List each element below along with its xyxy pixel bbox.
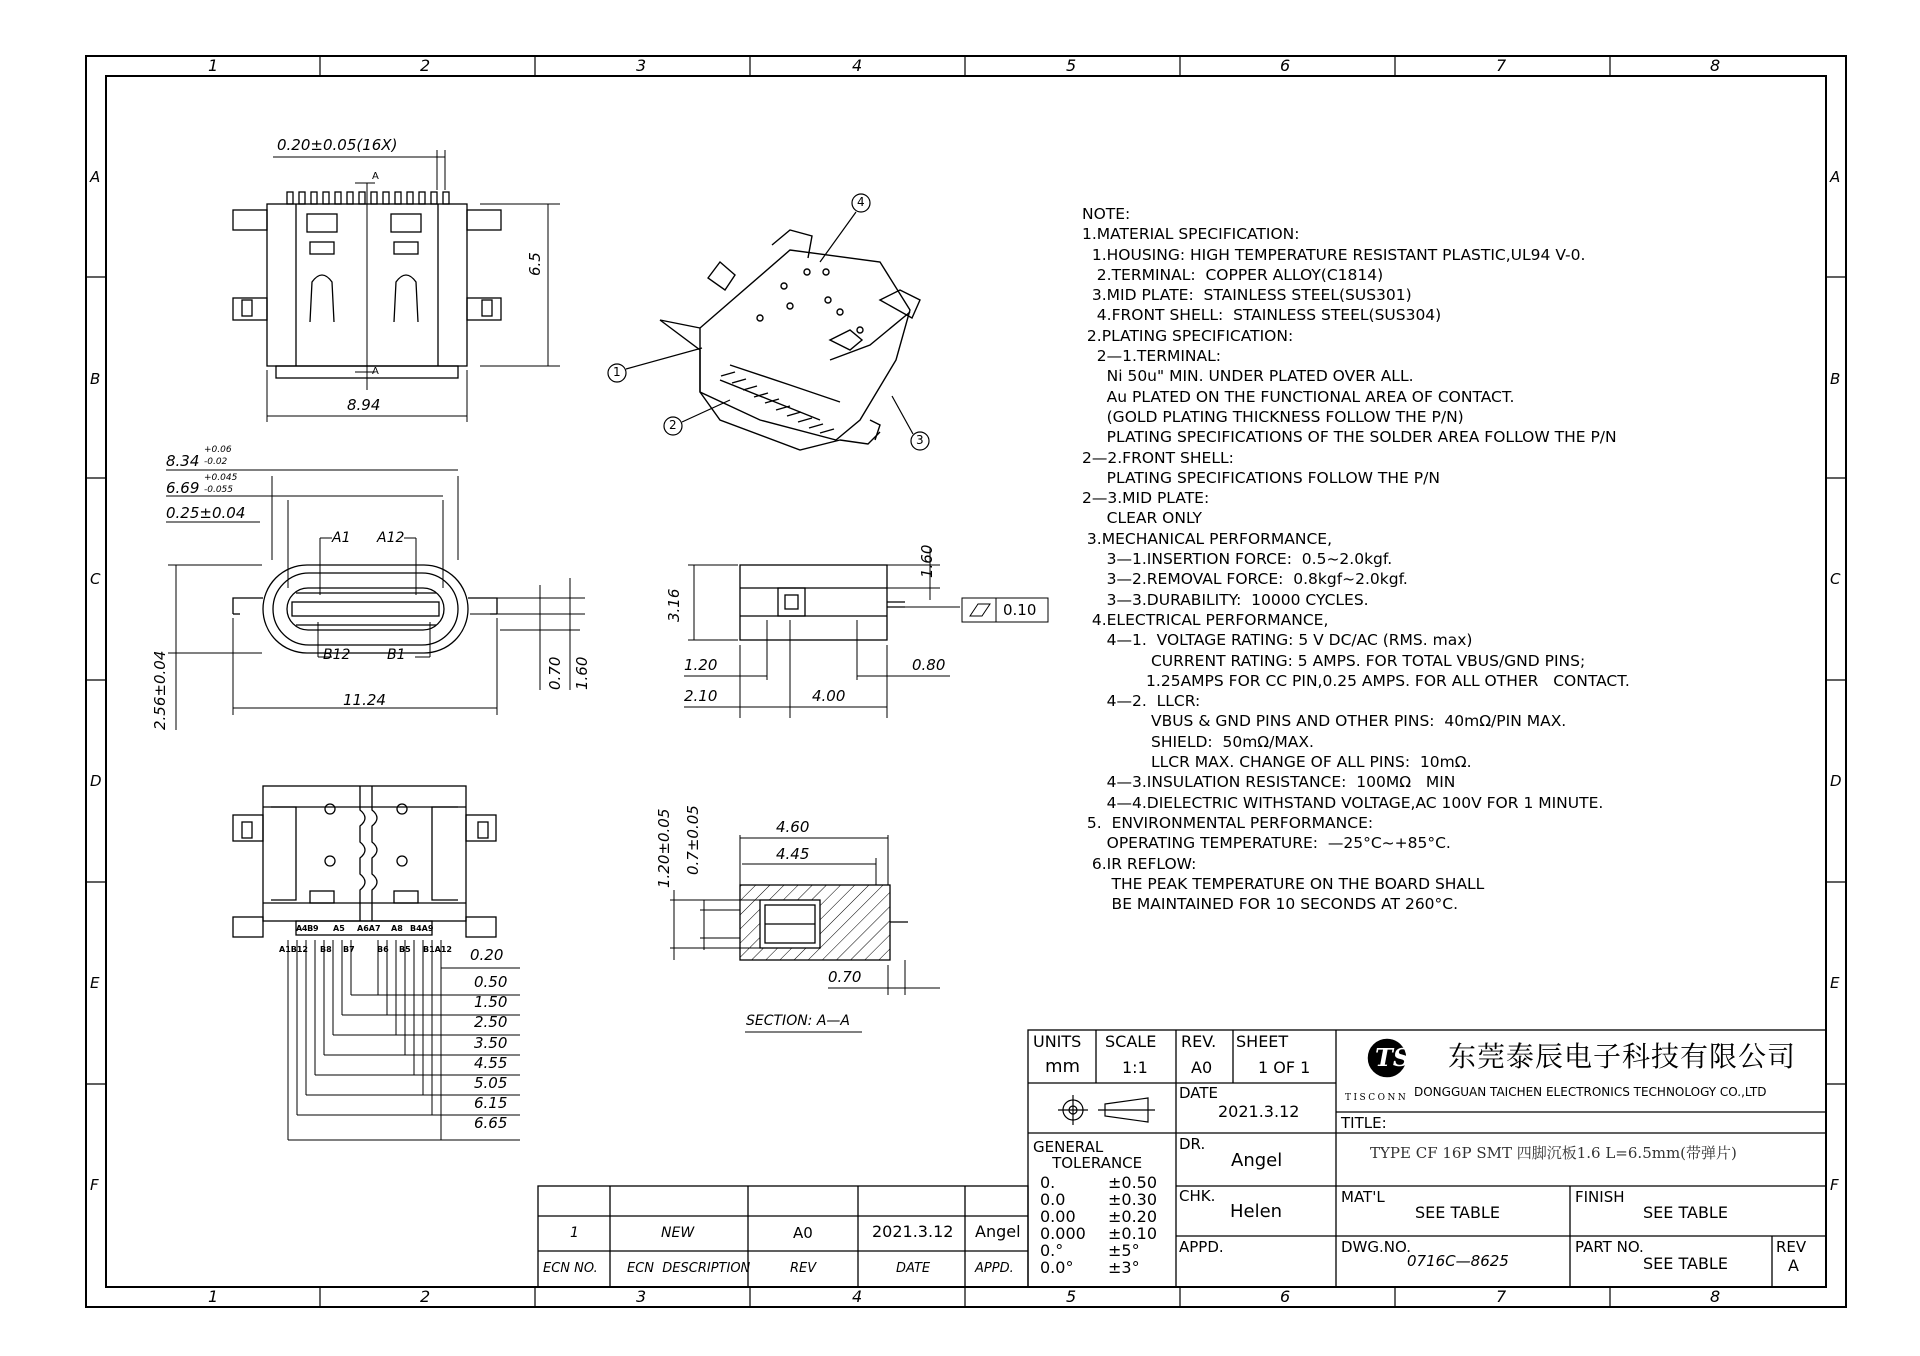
tolerance-row xyxy=(1040,1259,1170,1276)
zone-label-top-7: 7 xyxy=(1496,56,1507,75)
zone-label-bottom-3: 3 xyxy=(636,1287,647,1306)
revision-table-lines xyxy=(538,1186,1028,1287)
pin-group-b6: B6 xyxy=(377,945,389,954)
zone-label-left-c: C xyxy=(90,570,101,588)
pin-group-a6a7: A6A7 xyxy=(357,924,381,933)
zone-label-left-d: D xyxy=(90,772,102,790)
note-line: BE MAINTAINED FOR 10 SECONDS AT 260°C. xyxy=(1082,895,1459,914)
specification-notes xyxy=(1082,204,1630,914)
dim-6-15: 6.15 xyxy=(474,1094,508,1112)
title-value: TYPE CF 16P SMT 四脚沉板1.6 L=6.5mm(带弹片) xyxy=(1370,1144,1737,1162)
tolerance-table xyxy=(1040,1174,1170,1276)
dim-height: 6.5 xyxy=(526,252,544,276)
zone-label-top-2: 2 xyxy=(420,56,431,75)
dwg-value: 0716C—8625 xyxy=(1407,1252,1509,1270)
tolerance-key: 0.0 xyxy=(1040,1190,1066,1209)
section-label: SECTION: A—A xyxy=(746,1013,851,1029)
dim-0-80: 0.80 xyxy=(912,656,946,674)
rev-row-rev: A0 xyxy=(793,1224,813,1242)
pin-group-a5: A5 xyxy=(333,924,345,933)
finish-label: FINISH xyxy=(1575,1188,1625,1206)
rev-value: A0 xyxy=(1191,1058,1213,1077)
tolerance-value: ±0.10 xyxy=(1108,1224,1158,1243)
zone-label-bottom-5: 5 xyxy=(1066,1287,1077,1306)
balloon-1: 1 xyxy=(613,365,621,379)
zone-label-bottom-1: 1 xyxy=(208,1287,219,1306)
note-line: 6.IR REFLOW: xyxy=(1082,854,1197,873)
dim-6-65: 6.65 xyxy=(474,1114,508,1132)
matl-label: MAT'L xyxy=(1341,1188,1385,1206)
tolerance-key: 0. xyxy=(1040,1173,1056,1192)
dim-11-24: 11.24 xyxy=(343,691,386,709)
balloon-2: 2 xyxy=(669,418,677,432)
company-logo xyxy=(1369,1040,1410,1076)
note-line: 4—3.INSULATION RESISTANCE: 100MΩ MIN xyxy=(1082,773,1456,792)
rev2-label: REV xyxy=(1776,1238,1807,1256)
bottom-view xyxy=(233,786,496,937)
dim-0-25: 0.25±0.04 xyxy=(166,504,246,522)
top-view-pins xyxy=(287,192,449,204)
tolerance-value: ±3° xyxy=(1108,1258,1140,1277)
company-name-en: DONGGUAN TAICHEN ELECTRONICS TECHNOLOGY CO.,LTD xyxy=(1414,1085,1767,1099)
rev-row-date: 2021.3.12 xyxy=(872,1222,954,1241)
tolerance-key: 0.° xyxy=(1040,1241,1064,1260)
projection-symbol xyxy=(1058,1095,1155,1125)
pin-label-a1: A1 xyxy=(332,530,351,546)
dim-0-70-section: 0.70 xyxy=(828,968,862,986)
section-view xyxy=(740,885,908,960)
sheet-value: 1 OF 1 xyxy=(1258,1058,1311,1077)
dim-4-00: 4.00 xyxy=(812,687,846,705)
note-line: 4—4.DIELECTRIC WITHSTAND VOLTAGE,AC 100V FOR 1 MINUTE. xyxy=(1082,793,1604,812)
tolerance-value: ±0.20 xyxy=(1108,1207,1158,1226)
dim-8-34-tol-up: +0.06 xyxy=(204,445,232,455)
dr-value: Angel xyxy=(1231,1150,1283,1171)
dim-0-50: 0.50 xyxy=(474,973,508,991)
zone-label-right-f: F xyxy=(1830,1176,1839,1194)
rev-row-description: NEW xyxy=(661,1225,695,1241)
dr-label: DR. xyxy=(1179,1135,1206,1153)
note-line: 1.HOUSING: HIGH TEMPERATURE RESISTANT PLASTIC,UL94 V-0. xyxy=(1082,245,1586,264)
rev-label: REV. xyxy=(1181,1032,1217,1051)
note-line: NOTE: xyxy=(1082,205,1131,223)
part-label: PART NO. xyxy=(1575,1238,1644,1256)
matl-value: SEE TABLE xyxy=(1415,1203,1500,1222)
dim-8-34-tol-dn: -0.02 xyxy=(204,457,228,467)
dim-1-60: 1.60 xyxy=(573,656,591,690)
tolerance-key: 0.0° xyxy=(1040,1258,1074,1277)
pin-group-a4b9: A4B9 xyxy=(296,924,319,933)
flatness-value: 0.10 xyxy=(1003,601,1037,619)
svg-text:TS: TS xyxy=(1375,1043,1411,1072)
dim-6-69-tol-dn: -0.055 xyxy=(204,485,234,495)
note-line: 4—2. LLCR: xyxy=(1082,692,1201,711)
pin-label-b1: B1 xyxy=(387,647,406,663)
note-line: VBUS & GND PINS AND OTHER PINS: 40mΩ/PIN MAX. xyxy=(1082,712,1567,731)
note-line: 1.25AMPS FOR CC PIN,0.25 AMPS. FOR ALL OTHER CONTACT. xyxy=(1082,671,1630,690)
note-line: 2—2.FRONT SHELL: xyxy=(1082,448,1234,467)
tolerance-key: 0.000 xyxy=(1040,1224,1086,1243)
note-line: LLCR MAX. CHANGE OF ALL PINS: 10mΩ. xyxy=(1082,753,1472,772)
note-line: PLATING SPECIFICATIONS FOLLOW THE P/N xyxy=(1082,468,1440,487)
general-tolerance-label: GENERAL TOLERANCE xyxy=(1033,1138,1143,1172)
note-line: PLATING SPECIFICATIONS OF THE SOLDER AREA FOLLOW THE P/N xyxy=(1082,428,1617,447)
zone-label-left-e: E xyxy=(90,974,100,992)
dim-0-70: 0.70 xyxy=(546,656,564,690)
dim-2-56: 2.56±0.04 xyxy=(151,650,169,730)
tolerance-row xyxy=(1040,1174,1170,1191)
balloon-3: 3 xyxy=(916,433,924,447)
pin-group-a8: A8 xyxy=(391,924,403,933)
tolerance-row xyxy=(1040,1191,1170,1208)
zone-label-right-e: E xyxy=(1830,974,1840,992)
pin-group-b5: B5 xyxy=(399,945,411,954)
note-line: SHIELD: 50mΩ/MAX. xyxy=(1082,732,1314,751)
tolerance-value: ±0.50 xyxy=(1108,1173,1158,1192)
sheet-label: SHEET xyxy=(1236,1032,1289,1051)
zone-label-right-b: B xyxy=(1830,370,1841,388)
tolerance-key: 0.00 xyxy=(1040,1207,1076,1226)
dim-1-60-side: 1.60 xyxy=(918,544,936,578)
iso-view xyxy=(660,230,920,450)
note-line: (GOLD PLATING THICKNESS FOLLOW THE P/N) xyxy=(1082,407,1464,426)
dim-4-55: 4.55 xyxy=(474,1054,508,1072)
dwg-label: DWG.NO. xyxy=(1341,1238,1411,1256)
dim-0-7-section: 0.7±0.05 xyxy=(684,805,702,875)
scale-value: 1:1 xyxy=(1122,1058,1148,1077)
rev-header-description: ECN DESCRIPTION xyxy=(627,1261,751,1276)
note-line: 2.TERMINAL: COPPER ALLOY(C1814) xyxy=(1082,265,1384,284)
dim-4-60: 4.60 xyxy=(776,818,810,836)
tolerance-row xyxy=(1040,1225,1170,1242)
pin-label-a12: A12 xyxy=(377,530,405,546)
zone-label-top-8: 8 xyxy=(1710,56,1721,75)
rev-row-appd: Angel xyxy=(975,1222,1021,1241)
zone-label-top-5: 5 xyxy=(1066,56,1077,75)
note-line: 4.ELECTRICAL PERFORMANCE, xyxy=(1082,610,1329,629)
rev2-value: A xyxy=(1788,1256,1799,1275)
note-line: CLEAR ONLY xyxy=(1082,509,1203,528)
dim-6-69-tol-up: +0.045 xyxy=(204,473,238,483)
note-line: 5. ENVIRONMENTAL PERFORMANCE: xyxy=(1082,813,1374,832)
tolerance-value: ±5° xyxy=(1108,1241,1140,1260)
dim-8-34: 8.34 xyxy=(166,452,200,470)
date-value: 2021.3.12 xyxy=(1218,1102,1300,1121)
zone-label-bottom-8: 8 xyxy=(1710,1287,1721,1306)
note-line: 3—2.REMOVAL FORCE: 0.8kgf~2.0kgf. xyxy=(1082,570,1408,589)
note-line: Au PLATED ON THE FUNCTIONAL AREA OF CONTACT. xyxy=(1082,387,1515,406)
dim-1-20: 1.20 xyxy=(684,656,718,674)
front-view xyxy=(233,565,497,653)
zone-label-top-4: 4 xyxy=(852,56,863,75)
zone-label-bottom-6: 6 xyxy=(1280,1287,1291,1306)
note-line: 2—1.TERMINAL: xyxy=(1082,347,1221,366)
rev-row-ecn: 1 xyxy=(570,1225,579,1241)
units-label: UNITS xyxy=(1033,1032,1082,1051)
note-line: 2.PLATING SPECIFICATION: xyxy=(1082,326,1294,345)
part-value: SEE TABLE xyxy=(1643,1254,1728,1273)
rev-header-appd: APPD. xyxy=(975,1261,1014,1276)
balloon-4: 4 xyxy=(857,195,865,209)
dim-3-50: 3.50 xyxy=(474,1034,508,1052)
zone-label-top-3: 3 xyxy=(636,56,647,75)
side-view-dims xyxy=(684,548,1048,718)
tolerance-row xyxy=(1040,1208,1170,1225)
note-line: 4—1. VOLTAGE RATING: 5 V DC/AC (RMS. max) xyxy=(1082,631,1473,650)
pin-group-b4a9: B4A9 xyxy=(410,924,434,933)
tolerance-row xyxy=(1040,1242,1170,1259)
pin-group-b8: B8 xyxy=(320,945,332,954)
units-value: mm xyxy=(1045,1056,1081,1077)
zone-label-right-a: A xyxy=(1830,168,1841,186)
scale-label: SCALE xyxy=(1105,1032,1157,1051)
section-mark-top: A xyxy=(372,171,379,182)
note-line: OPERATING TEMPERATURE: —25°C~+85°C. xyxy=(1082,834,1451,853)
dim-2-10: 2.10 xyxy=(684,687,718,705)
finish-value: SEE TABLE xyxy=(1643,1203,1728,1222)
zone-label-left-f: F xyxy=(90,1176,99,1194)
dim-2-50: 2.50 xyxy=(474,1013,508,1031)
note-line: Ni 50u" MIN. UNDER PLATED OVER ALL. xyxy=(1082,367,1414,386)
note-line: 1.MATERIAL SPECIFICATION: xyxy=(1082,225,1300,244)
zone-label-top-1: 1 xyxy=(208,56,219,75)
logo-wordmark: TISCONN xyxy=(1345,1093,1409,1103)
pin-group-b1a12: B1A12 xyxy=(423,945,452,954)
dim-pin-width: 0.20±0.05(16X) xyxy=(277,136,398,154)
zone-label-left-a: A xyxy=(90,168,101,186)
dim-1-50: 1.50 xyxy=(474,993,508,1011)
zone-label-left-b: B xyxy=(90,370,101,388)
zone-label-bottom-4: 4 xyxy=(852,1287,863,1306)
note-line: THE PEAK TEMPERATURE ON THE BOARD SHALL xyxy=(1082,874,1485,893)
tolerance-value: ±0.30 xyxy=(1108,1190,1158,1209)
zone-label-bottom-2: 2 xyxy=(420,1287,431,1306)
rev-header-date: DATE xyxy=(896,1261,931,1276)
chk-value: Helen xyxy=(1230,1201,1283,1222)
rev-header-ecn: ECN NO. xyxy=(543,1261,598,1276)
zone-label-bottom-7: 7 xyxy=(1496,1287,1507,1306)
date-label: DATE xyxy=(1179,1084,1219,1102)
dim-0-20: 0.20 xyxy=(470,946,504,964)
note-line: 4.FRONT SHELL: STAINLESS STEEL(SUS304) xyxy=(1082,306,1442,325)
dim-5-05: 5.05 xyxy=(474,1074,508,1092)
note-line: 3.MECHANICAL PERFORMANCE, xyxy=(1082,529,1333,548)
dim-6-69: 6.69 xyxy=(166,479,200,497)
dim-width: 8.94 xyxy=(347,396,381,414)
rev-header-rev: REV xyxy=(790,1261,817,1276)
zone-label-top-6: 6 xyxy=(1280,56,1291,75)
pin-group-b7: B7 xyxy=(343,945,355,954)
company-name-cn: 东莞泰辰电子科技有限公司 xyxy=(1448,1040,1797,1073)
zone-label-right-d: D xyxy=(1830,772,1842,790)
note-line: 3—1.INSERTION FORCE: 0.5~2.0kgf. xyxy=(1082,550,1393,569)
title-label: TITLE: xyxy=(1341,1114,1387,1132)
iso-balloons xyxy=(608,194,929,450)
note-line: CURRENT RATING: 5 AMPS. FOR TOTAL VBUS/GND PINS; xyxy=(1082,651,1586,670)
pin-group-a1b12: A1B12 xyxy=(279,945,308,954)
side-view xyxy=(740,565,905,640)
note-line: 3—3.DURABILITY: 10000 CYCLES. xyxy=(1082,590,1369,609)
note-line: 2—3.MID PLATE: xyxy=(1082,489,1210,508)
dim-3-16: 3.16 xyxy=(665,588,683,622)
bottom-view-pins xyxy=(288,940,441,1140)
dim-4-45: 4.45 xyxy=(776,845,810,863)
top-view-dims xyxy=(267,150,560,422)
section-mark-bottom: A xyxy=(372,366,379,377)
pin-label-b12: B12 xyxy=(323,647,351,663)
dim-1-20-section: 1.20±0.05 xyxy=(655,808,673,888)
note-line: 3.MID PLATE: STAINLESS STEEL(SUS301) xyxy=(1082,286,1412,305)
chk-label: CHK. xyxy=(1179,1187,1216,1205)
zone-label-right-c: C xyxy=(1830,570,1841,588)
appd-label: APPD. xyxy=(1179,1238,1224,1256)
